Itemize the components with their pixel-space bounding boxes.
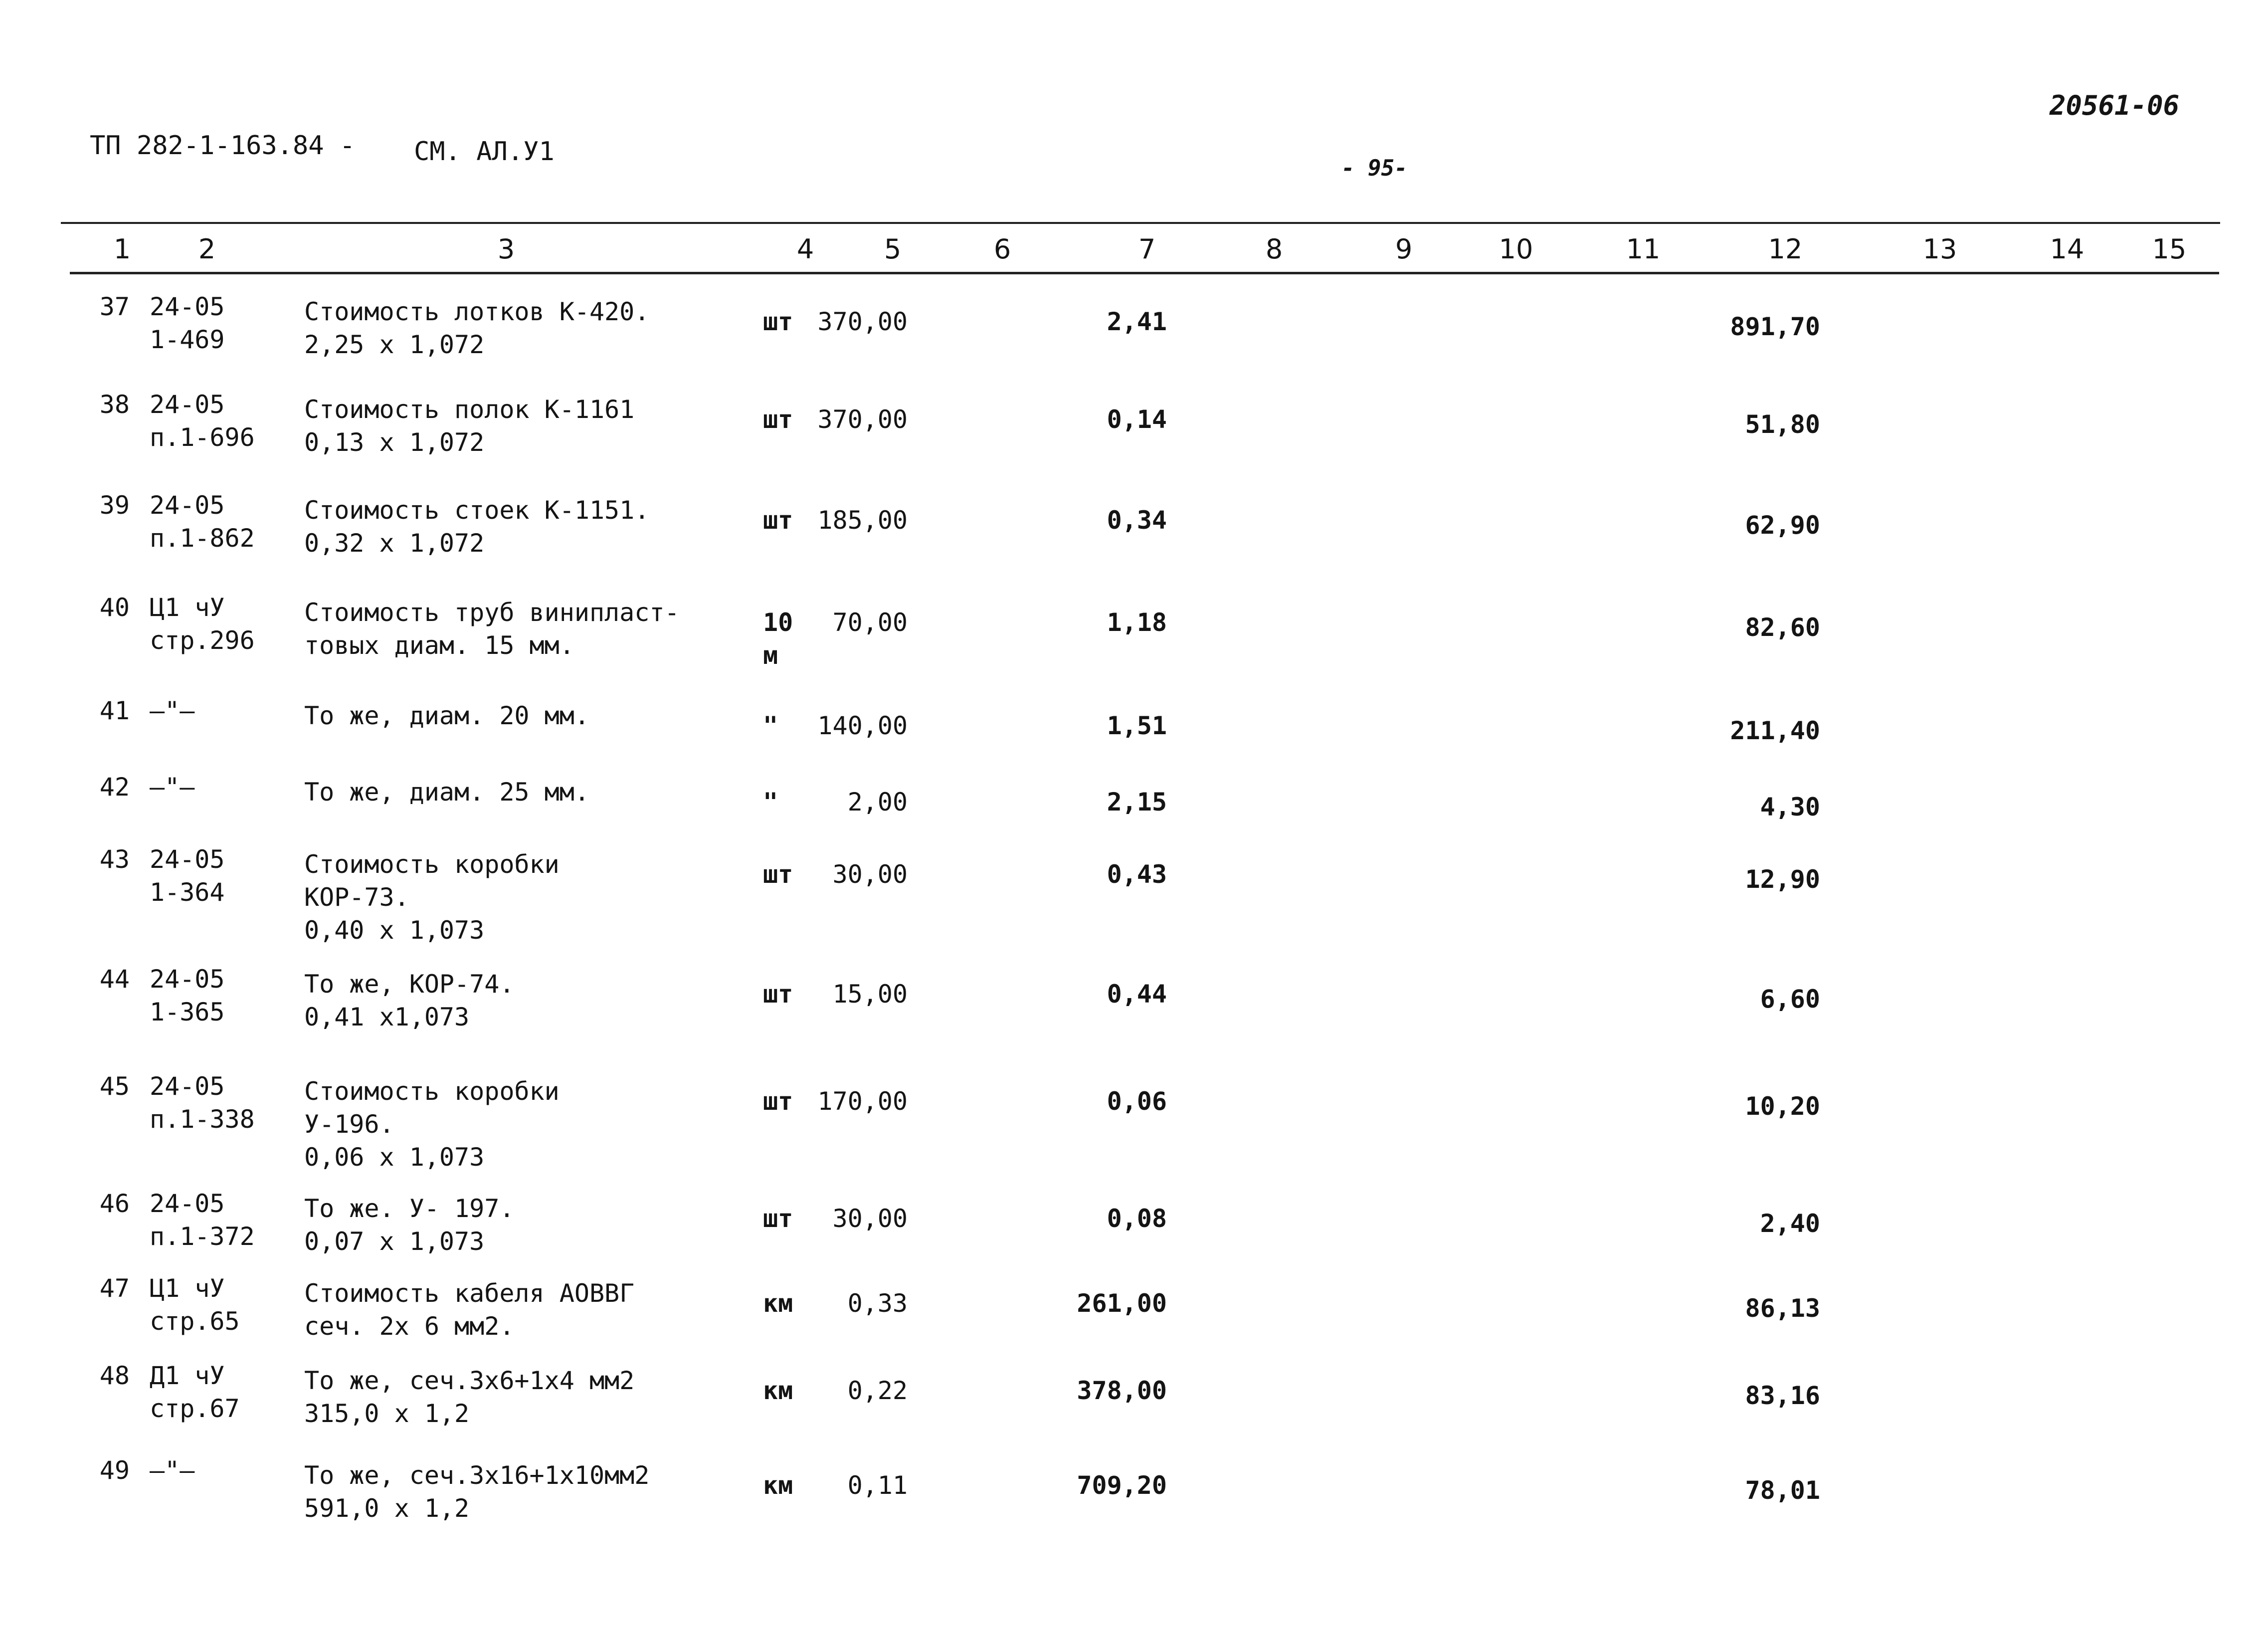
row-total: 78,01: [1745, 1476, 1820, 1505]
row-number: 49: [99, 1456, 130, 1485]
row-code: Ц1 чУ стр.296: [150, 593, 255, 655]
row-unit-price: 0,14: [1107, 405, 1167, 434]
page-number: - 95-: [1341, 156, 1408, 181]
row-code: 24-05 1-469: [150, 292, 225, 354]
row-code: 24-05 п.1-372: [150, 1189, 255, 1251]
row-quantity: 30,00: [832, 860, 908, 889]
row-unit-price: 0,06: [1107, 1087, 1167, 1116]
row-code: 24-05 п.1-696: [150, 390, 255, 452]
row-code: —"—: [150, 773, 195, 802]
row-total: 10,20: [1745, 1092, 1820, 1121]
column-header: 6: [993, 233, 1011, 265]
row-unit-price: 0,08: [1107, 1204, 1167, 1233]
row-code: Д1 чУ стр.67: [150, 1361, 240, 1423]
document-number: 20561-06: [2050, 90, 2180, 121]
column-header: 11: [1626, 233, 1661, 265]
row-number: 41: [99, 696, 130, 725]
row-unit: шт: [763, 506, 793, 535]
row-description: То же, диам. 25 мм.: [304, 778, 589, 807]
row-total: 83,16: [1745, 1381, 1820, 1410]
row-quantity: 370,00: [817, 405, 908, 434]
row-code: 24-05 1-365: [150, 965, 225, 1026]
column-header: 13: [1922, 233, 1957, 265]
column-header: 15: [2152, 233, 2187, 265]
column-header: 5: [884, 233, 902, 265]
row-unit-price: 0,44: [1107, 980, 1167, 1009]
row-description: То же. У- 197. 0,07 х 1,073: [304, 1194, 515, 1256]
row-number: 37: [99, 292, 130, 321]
row-code: 24-05 п.1-338: [150, 1072, 255, 1134]
row-code: 24-05 1-364: [150, 845, 225, 907]
row-quantity: 30,00: [832, 1204, 908, 1233]
row-description: То же, сеч.3х6+1х4 мм2 315,0 х 1,2: [304, 1366, 635, 1428]
row-number: 46: [99, 1189, 130, 1218]
row-code: 24-05 п.1-862: [150, 491, 255, 553]
column-header: 2: [198, 233, 216, 265]
row-total: 86,13: [1745, 1294, 1820, 1323]
sheet-reference: СМ. АЛ.У1: [414, 137, 555, 167]
column-header: 9: [1395, 233, 1413, 265]
row-quantity: 15,00: [832, 980, 908, 1009]
table-header-rule: [70, 272, 2219, 274]
row-total: 12,90: [1745, 865, 1820, 894]
row-total: 6,60: [1760, 985, 1820, 1014]
row-code: —"—: [150, 1456, 195, 1485]
column-header: 4: [796, 233, 814, 265]
row-unit: ": [763, 711, 778, 740]
row-unit-price: 0,34: [1107, 506, 1167, 535]
row-number: 47: [99, 1274, 130, 1303]
row-quantity: 185,00: [817, 506, 908, 535]
row-quantity: 140,00: [817, 711, 908, 740]
column-header: 7: [1138, 233, 1156, 265]
row-unit-price: 709,20: [1077, 1471, 1167, 1500]
row-description: Стоимость коробки У-196. 0,06 х 1,073: [304, 1077, 560, 1172]
row-total: 891,70: [1730, 312, 1820, 341]
row-description: Стоимость труб винипласт- товых диам. 15 мм.: [304, 598, 680, 660]
row-number: 45: [99, 1072, 130, 1101]
row-code: Ц1 чУ стр.65: [150, 1274, 240, 1336]
row-code: —"—: [150, 696, 195, 725]
row-unit-price: 378,00: [1077, 1376, 1167, 1405]
row-description: То же, диам. 20 мм.: [304, 701, 589, 730]
row-unit-price: 1,18: [1107, 608, 1167, 637]
row-number: 44: [99, 965, 130, 994]
row-total: 2,40: [1760, 1209, 1820, 1238]
row-number: 39: [99, 491, 130, 520]
row-description: То же, КОР-74. 0,41 х1,073: [304, 970, 515, 1031]
row-unit: шт: [763, 405, 793, 434]
row-total: 211,40: [1730, 716, 1820, 745]
row-unit-price: 0,43: [1107, 860, 1167, 889]
row-unit: км: [763, 1289, 793, 1318]
row-quantity: 2,00: [847, 788, 908, 817]
column-header: 12: [1768, 233, 1803, 265]
row-quantity: 0,33: [847, 1289, 908, 1318]
row-quantity: 0,22: [847, 1376, 908, 1405]
table-top-rule: [61, 222, 2220, 224]
row-description: То же, сеч.3х16+1х10мм2 591,0 х 1,2: [304, 1461, 650, 1523]
row-unit: км: [763, 1376, 793, 1405]
row-number: 48: [99, 1361, 130, 1390]
row-total: 4,30: [1760, 793, 1820, 821]
column-header: 10: [1499, 233, 1533, 265]
row-number: 40: [99, 593, 130, 622]
row-unit: шт: [763, 1204, 793, 1233]
page-code: ТП 282-1-163.84 -: [90, 131, 356, 161]
row-quantity: 170,00: [817, 1087, 908, 1116]
row-description: Стоимость коробки КОР-73. 0,40 х 1,073: [304, 850, 560, 945]
column-header: 14: [2050, 233, 2084, 265]
row-description: Стоимость лотков К-420. 2,25 х 1,072: [304, 297, 650, 359]
row-unit: шт: [763, 980, 793, 1009]
row-number: 42: [99, 773, 130, 802]
row-unit: ": [763, 788, 778, 817]
row-total: 82,60: [1745, 613, 1820, 642]
row-quantity: 70,00: [832, 608, 908, 637]
row-description: Стоимость стоек К-1151. 0,32 х 1,072: [304, 496, 650, 558]
row-number: 38: [99, 390, 130, 419]
row-total: 62,90: [1745, 511, 1820, 540]
column-header: 8: [1265, 233, 1283, 265]
row-unit-price: 2,41: [1107, 307, 1167, 336]
row-unit: км: [763, 1471, 793, 1500]
row-number: 43: [99, 845, 130, 874]
row-quantity: 370,00: [817, 307, 908, 336]
row-unit: шт: [763, 860, 793, 889]
row-unit-price: 2,15: [1107, 788, 1167, 817]
column-header: 1: [113, 233, 131, 265]
row-unit: шт: [763, 307, 793, 336]
row-quantity: 0,11: [847, 1471, 908, 1500]
row-description: Стоимость полок К-1161 0,13 х 1,072: [304, 395, 635, 457]
row-total: 51,80: [1745, 410, 1820, 439]
row-unit-price: 1,51: [1107, 711, 1167, 740]
column-header: 3: [497, 233, 515, 265]
row-description: Стоимость кабеля АОВВГ сеч. 2х 6 мм2.: [304, 1279, 635, 1341]
row-unit: 10 м: [763, 608, 793, 670]
row-unit-price: 261,00: [1077, 1289, 1167, 1318]
row-unit: шт: [763, 1087, 793, 1116]
